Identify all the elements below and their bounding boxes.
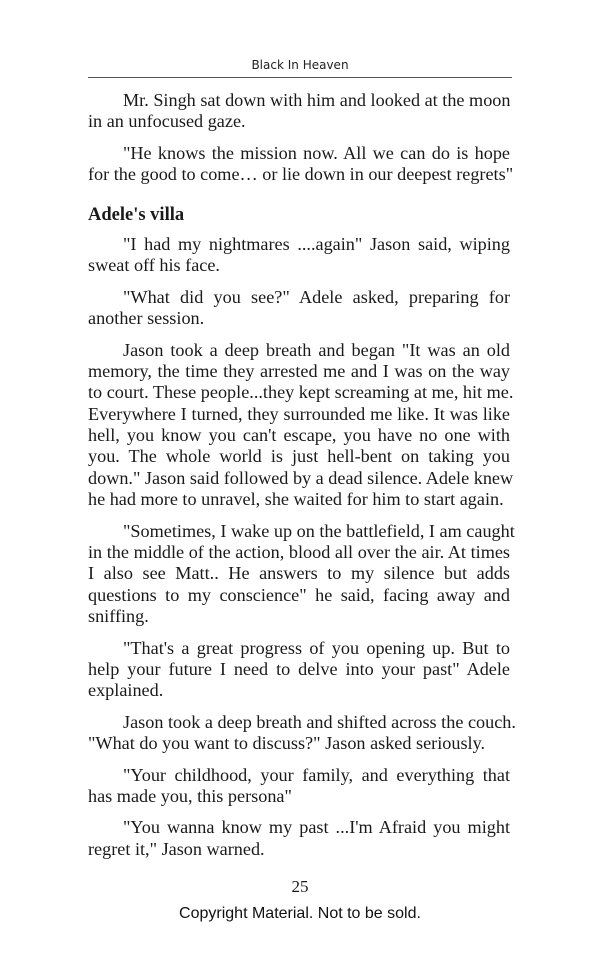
- text-line: he had more to unravel, she waited for him to start again.: [88, 489, 504, 510]
- paragraph: [88, 234, 510, 277]
- paragraph: [88, 638, 510, 702]
- text-line: you. The whole world is just hell-bent on taking you: [88, 446, 510, 467]
- paragraph: [88, 520, 515, 628]
- text-line: another session.: [88, 308, 205, 329]
- text-line: sniffing.: [88, 606, 149, 627]
- paragraph: [88, 90, 510, 133]
- text-line: sweat off his face.: [88, 255, 220, 276]
- text-line: Jason took a deep breath and shifted across the couch.: [123, 711, 516, 732]
- text-line: explained.: [88, 680, 164, 701]
- paragraph: [88, 817, 510, 860]
- text-line: Everywhere I turned, they surrounded me like. It was like: [88, 403, 510, 424]
- text-line: to court. These people...they kept screaming at me, hit me.: [88, 382, 514, 403]
- page-body: [88, 90, 516, 870]
- running-header: Black In Heaven: [251, 58, 349, 72]
- text-line: "You wanna know my past ...I'm Afraid you might: [123, 817, 510, 838]
- paragraph: [88, 711, 516, 755]
- paragraph: [88, 142, 514, 186]
- section-heading: Adele's villa: [88, 204, 185, 225]
- text-line: questions to my conscience" he said, facing away and: [88, 584, 510, 605]
- text-line: "Sometimes, I wake up on the battlefield, I am caught: [123, 520, 515, 541]
- text-line: "I had my nightmares ....again" Jason said, wiping: [123, 233, 510, 254]
- text-line: "That's a great progress of you opening up. But to: [123, 637, 510, 658]
- text-line: I also see Matt.. He answers to my silence but adds: [88, 563, 510, 584]
- paragraph: [88, 287, 510, 330]
- text-line: regret it," Jason warned.: [88, 838, 265, 859]
- page-number: 25: [291, 877, 309, 896]
- text-line: "He knows the mission now. All we can do is hope: [123, 142, 510, 163]
- text-line: down." Jason said followed by a dead silence. Adele knew: [88, 467, 514, 488]
- text-line: "What did you see?" Adele asked, preparing for: [123, 286, 510, 307]
- text-line: hell, you know you can't escape, you have no one with: [88, 425, 510, 446]
- text-line: has made you, this persona": [88, 785, 292, 806]
- text-line: help your future I need to delve into your past" Adele: [88, 658, 510, 679]
- text-line: in the middle of the action, blood all over the air. At times: [88, 542, 510, 563]
- paragraph: [88, 339, 514, 511]
- text-line: "Your childhood, your family, and everything that: [123, 764, 510, 785]
- text-line: in an unfocused gaze.: [88, 111, 246, 132]
- header-rule: [88, 77, 512, 78]
- paragraph: [88, 765, 510, 808]
- text-line: Mr. Singh sat down with him and looked at the moon: [123, 90, 511, 110]
- text-line: memory, the time they arrested me and I was on the way: [88, 360, 510, 381]
- text-line: for the good to come… or lie down in our deepest regrets": [88, 164, 514, 185]
- text-line: "What do you want to discuss?" Jason asked seriously.: [88, 733, 486, 754]
- copyright-notice: Copyright Material. Not to be sold.: [179, 905, 421, 922]
- text-line: Jason took a deep breath and began "It was an old: [123, 339, 510, 360]
